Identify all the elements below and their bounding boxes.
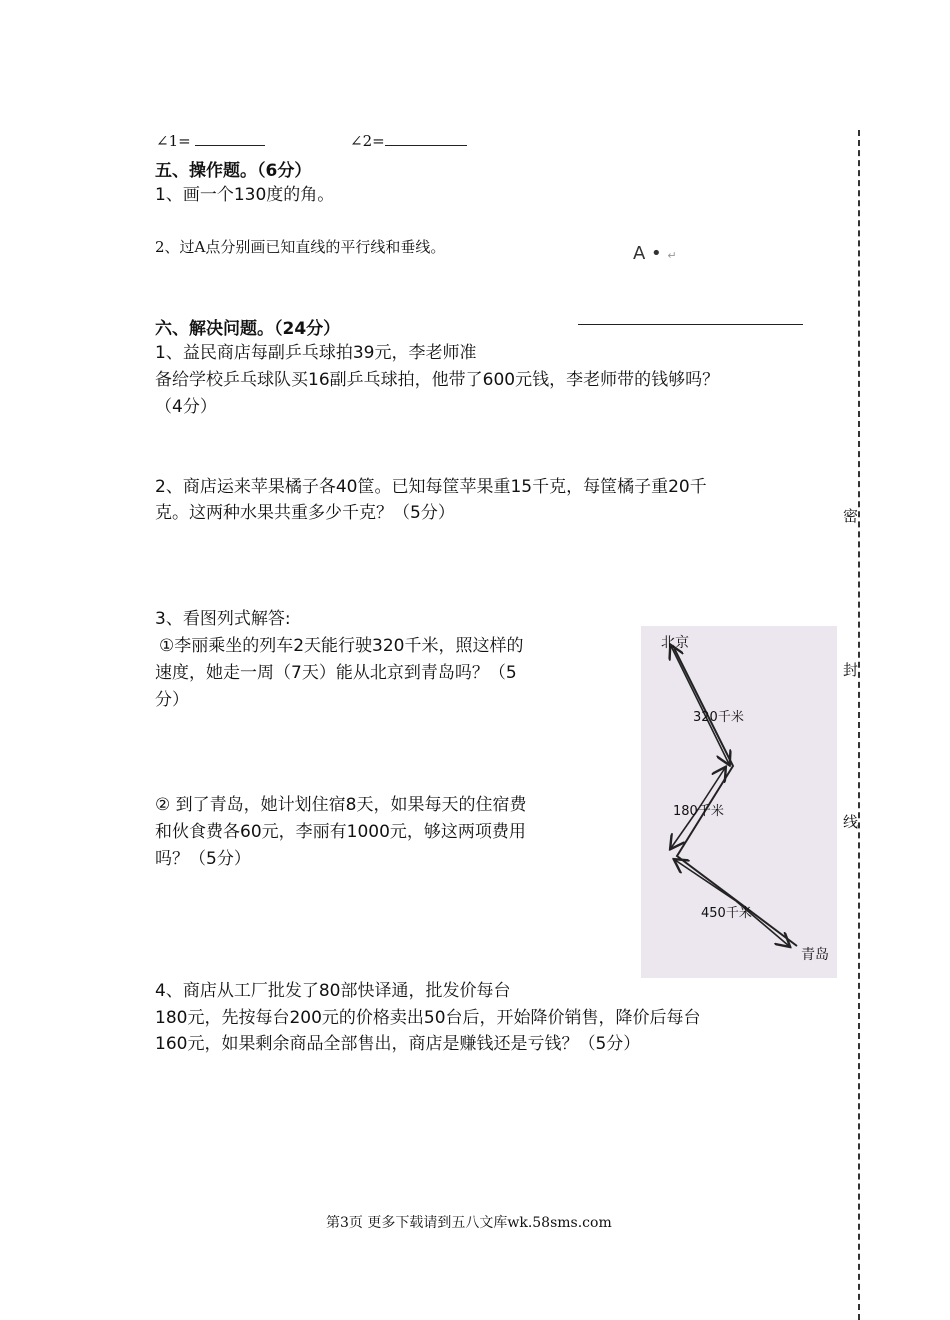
arrow-3a (675, 860, 736, 901)
angle-1-blank[interactable] (195, 131, 265, 146)
sec6-q2-line2: 克。这两种水果共重多少千克？（5分） (155, 503, 455, 523)
side-mark-mi: 密 (843, 507, 859, 525)
label-distance-1: 320千米 (693, 710, 744, 725)
label-qingdao: 青岛 (801, 947, 829, 963)
given-line (578, 324, 803, 325)
sec6-q3-1-line1: ①李丽乘坐的列车2天能行驶320千米，照这样的 (159, 636, 524, 656)
angle-2-label: ∠2= (350, 131, 467, 150)
arrow-1a (671, 646, 703, 711)
route-map (641, 626, 837, 978)
page-footer: 第3页 更多下载请到五八文库wk.58sms.com (326, 1215, 612, 1231)
sec6-q3-1-line2: 速度，她走一周（7天）能从北京到青岛吗？（5 (155, 663, 517, 683)
sec5-question-2: 2、过A点分别画已知直线的平行线和垂线。 (155, 238, 446, 256)
section-5-title: 五、操作题。（6分） (155, 161, 312, 181)
angle-1-label: ∠1= (156, 131, 265, 150)
sec6-q1-line1: 1、益民商店每副乒乓球拍39元，李老师准 (155, 343, 477, 363)
sec6-q4-line2: 180元，先按每台200元的价格卖出50台后，开始降价销售，降价后每台 (155, 1008, 701, 1028)
label-beijing: 北京 (661, 635, 689, 651)
sec6-q4-line1: 4、商店从工厂批发了80部快译通，批发价每台 (155, 981, 511, 1001)
point-a-label: A • ↵ (633, 243, 677, 264)
route-map-drawing (641, 626, 837, 978)
side-mark-feng: 封 (843, 661, 859, 679)
sec5-question-1: 1、画一个130度的角。 (155, 185, 335, 205)
return-mark: ↵ (667, 249, 677, 262)
sec6-q2-line1: 2、商店运来苹果橘子各40筐。已知每筐苹果重15千克，每筐橘子重20千 (155, 477, 707, 497)
side-mark-xian: 线 (843, 813, 859, 831)
sec6-q3-2-line1: ② 到了青岛，她计划住宿8天，如果每天的住宿费 (155, 795, 527, 815)
sec6-q3-1-line3: 分） (155, 690, 189, 710)
sec6-q3-2-line2: 和伙食费各60元，李丽有1000元，够这两项费用 (155, 822, 526, 842)
label-distance-2: 180千米 (673, 804, 724, 819)
sec6-q4-line3: 160元，如果剩余商品全部售出，商店是赚钱还是亏钱？（5分） (155, 1034, 641, 1054)
angle-2-blank[interactable] (385, 131, 467, 146)
sec6-q1-line2: 备给学校乒乓球队买16副乒乓球拍，他带了600元钱，李老师带的钱够吗？ (155, 370, 720, 390)
sec6-q3-2-line3: 吗？（5分） (155, 849, 251, 869)
label-distance-3: 450千米 (701, 906, 752, 921)
section-6-title: 六、解决问题。（24分） (155, 319, 341, 339)
sec6-q3-title: 3、看图列式解答: (155, 609, 291, 629)
binding-dashed-line (858, 130, 860, 1320)
sec6-q1-line3: （4分） (155, 397, 217, 417)
